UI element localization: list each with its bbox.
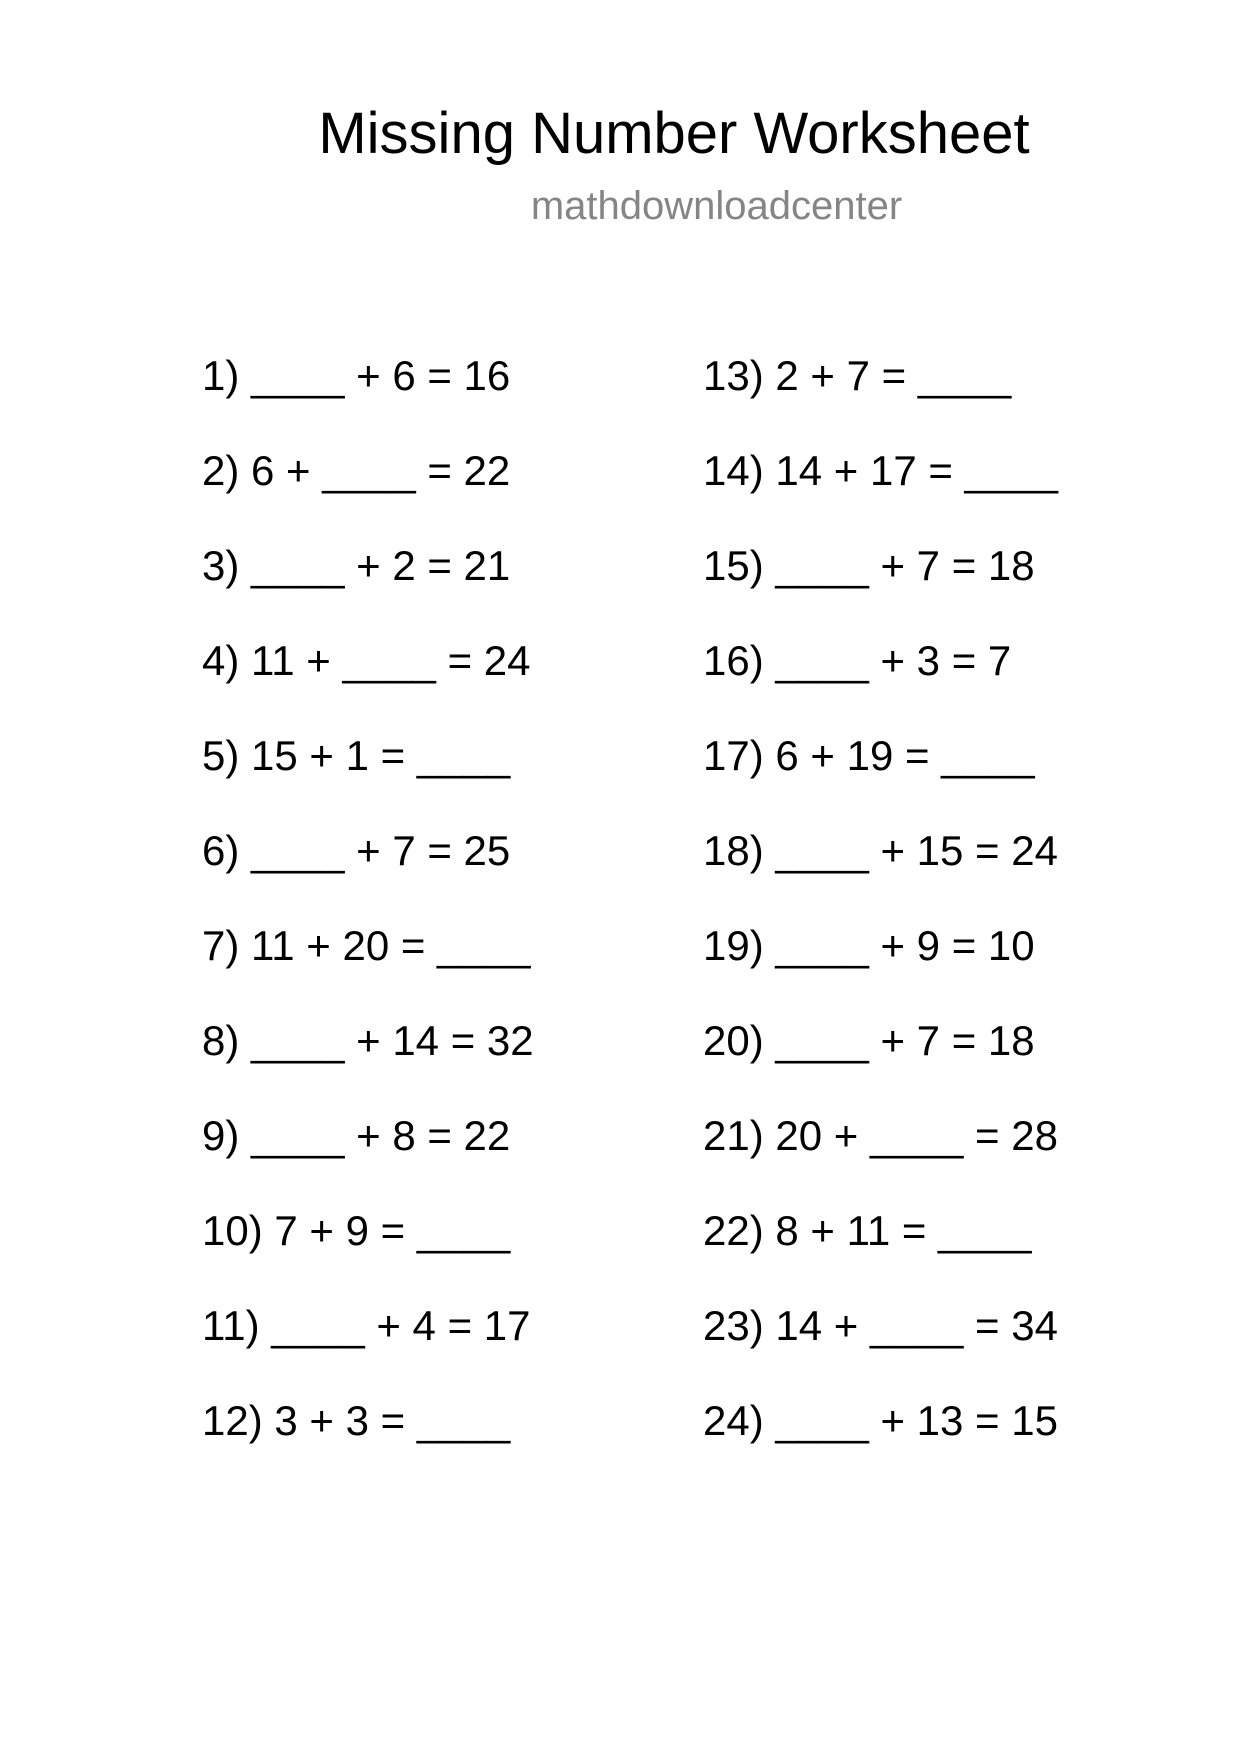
problem-22: 22) 8 + 11 = ____ [703,1207,1032,1254]
problem-20: 20) ____ + 7 = 18 [703,1017,1035,1064]
worksheet-subtitle: mathdownloadcenter [530,184,903,228]
problem-18: 18) ____ + 15 = 24 [703,827,1058,874]
problem-6: 6) ____ + 7 = 25 [202,827,511,874]
problem-11: 11) ____ + 4 = 17 [202,1302,531,1349]
problem-17: 17) 6 + 19 = ____ [703,732,1035,779]
problem-1: 1) ____ + 6 = 16 [202,352,511,399]
problem-12: 12) 3 + 3 = ____ [202,1397,511,1444]
problem-3: 3) ____ + 2 = 21 [202,542,511,589]
problem-19: 19) ____ + 9 = 10 [703,922,1035,969]
problem-16: 16) ____ + 3 = 7 [703,637,1012,684]
problem-24: 24) ____ + 13 = 15 [703,1397,1058,1444]
problem-13: 13) 2 + 7 = ____ [703,352,1012,399]
problem-column-left [202,352,534,1492]
problem-14: 14) 14 + 17 = ____ [703,447,1058,494]
problem-5: 5) 15 + 1 = ____ [202,732,511,779]
problem-21: 21) 20 + ____ = 28 [703,1112,1058,1159]
worksheet-title: Missing Number Worksheet [318,101,1030,166]
problem-9: 9) ____ + 8 = 22 [202,1112,511,1159]
problem-8: 8) ____ + 14 = 32 [202,1017,534,1064]
problem-4: 4) 11 + ____ = 24 [202,637,531,684]
problem-15: 15) ____ + 7 = 18 [703,542,1035,589]
problem-7: 7) 11 + 20 = ____ [202,922,531,969]
problem-2: 2) 6 + ____ = 22 [202,447,511,494]
problem-column-right [703,352,1058,1492]
problem-10: 10) 7 + 9 = ____ [202,1207,511,1254]
problem-23: 23) 14 + ____ = 34 [703,1302,1058,1349]
